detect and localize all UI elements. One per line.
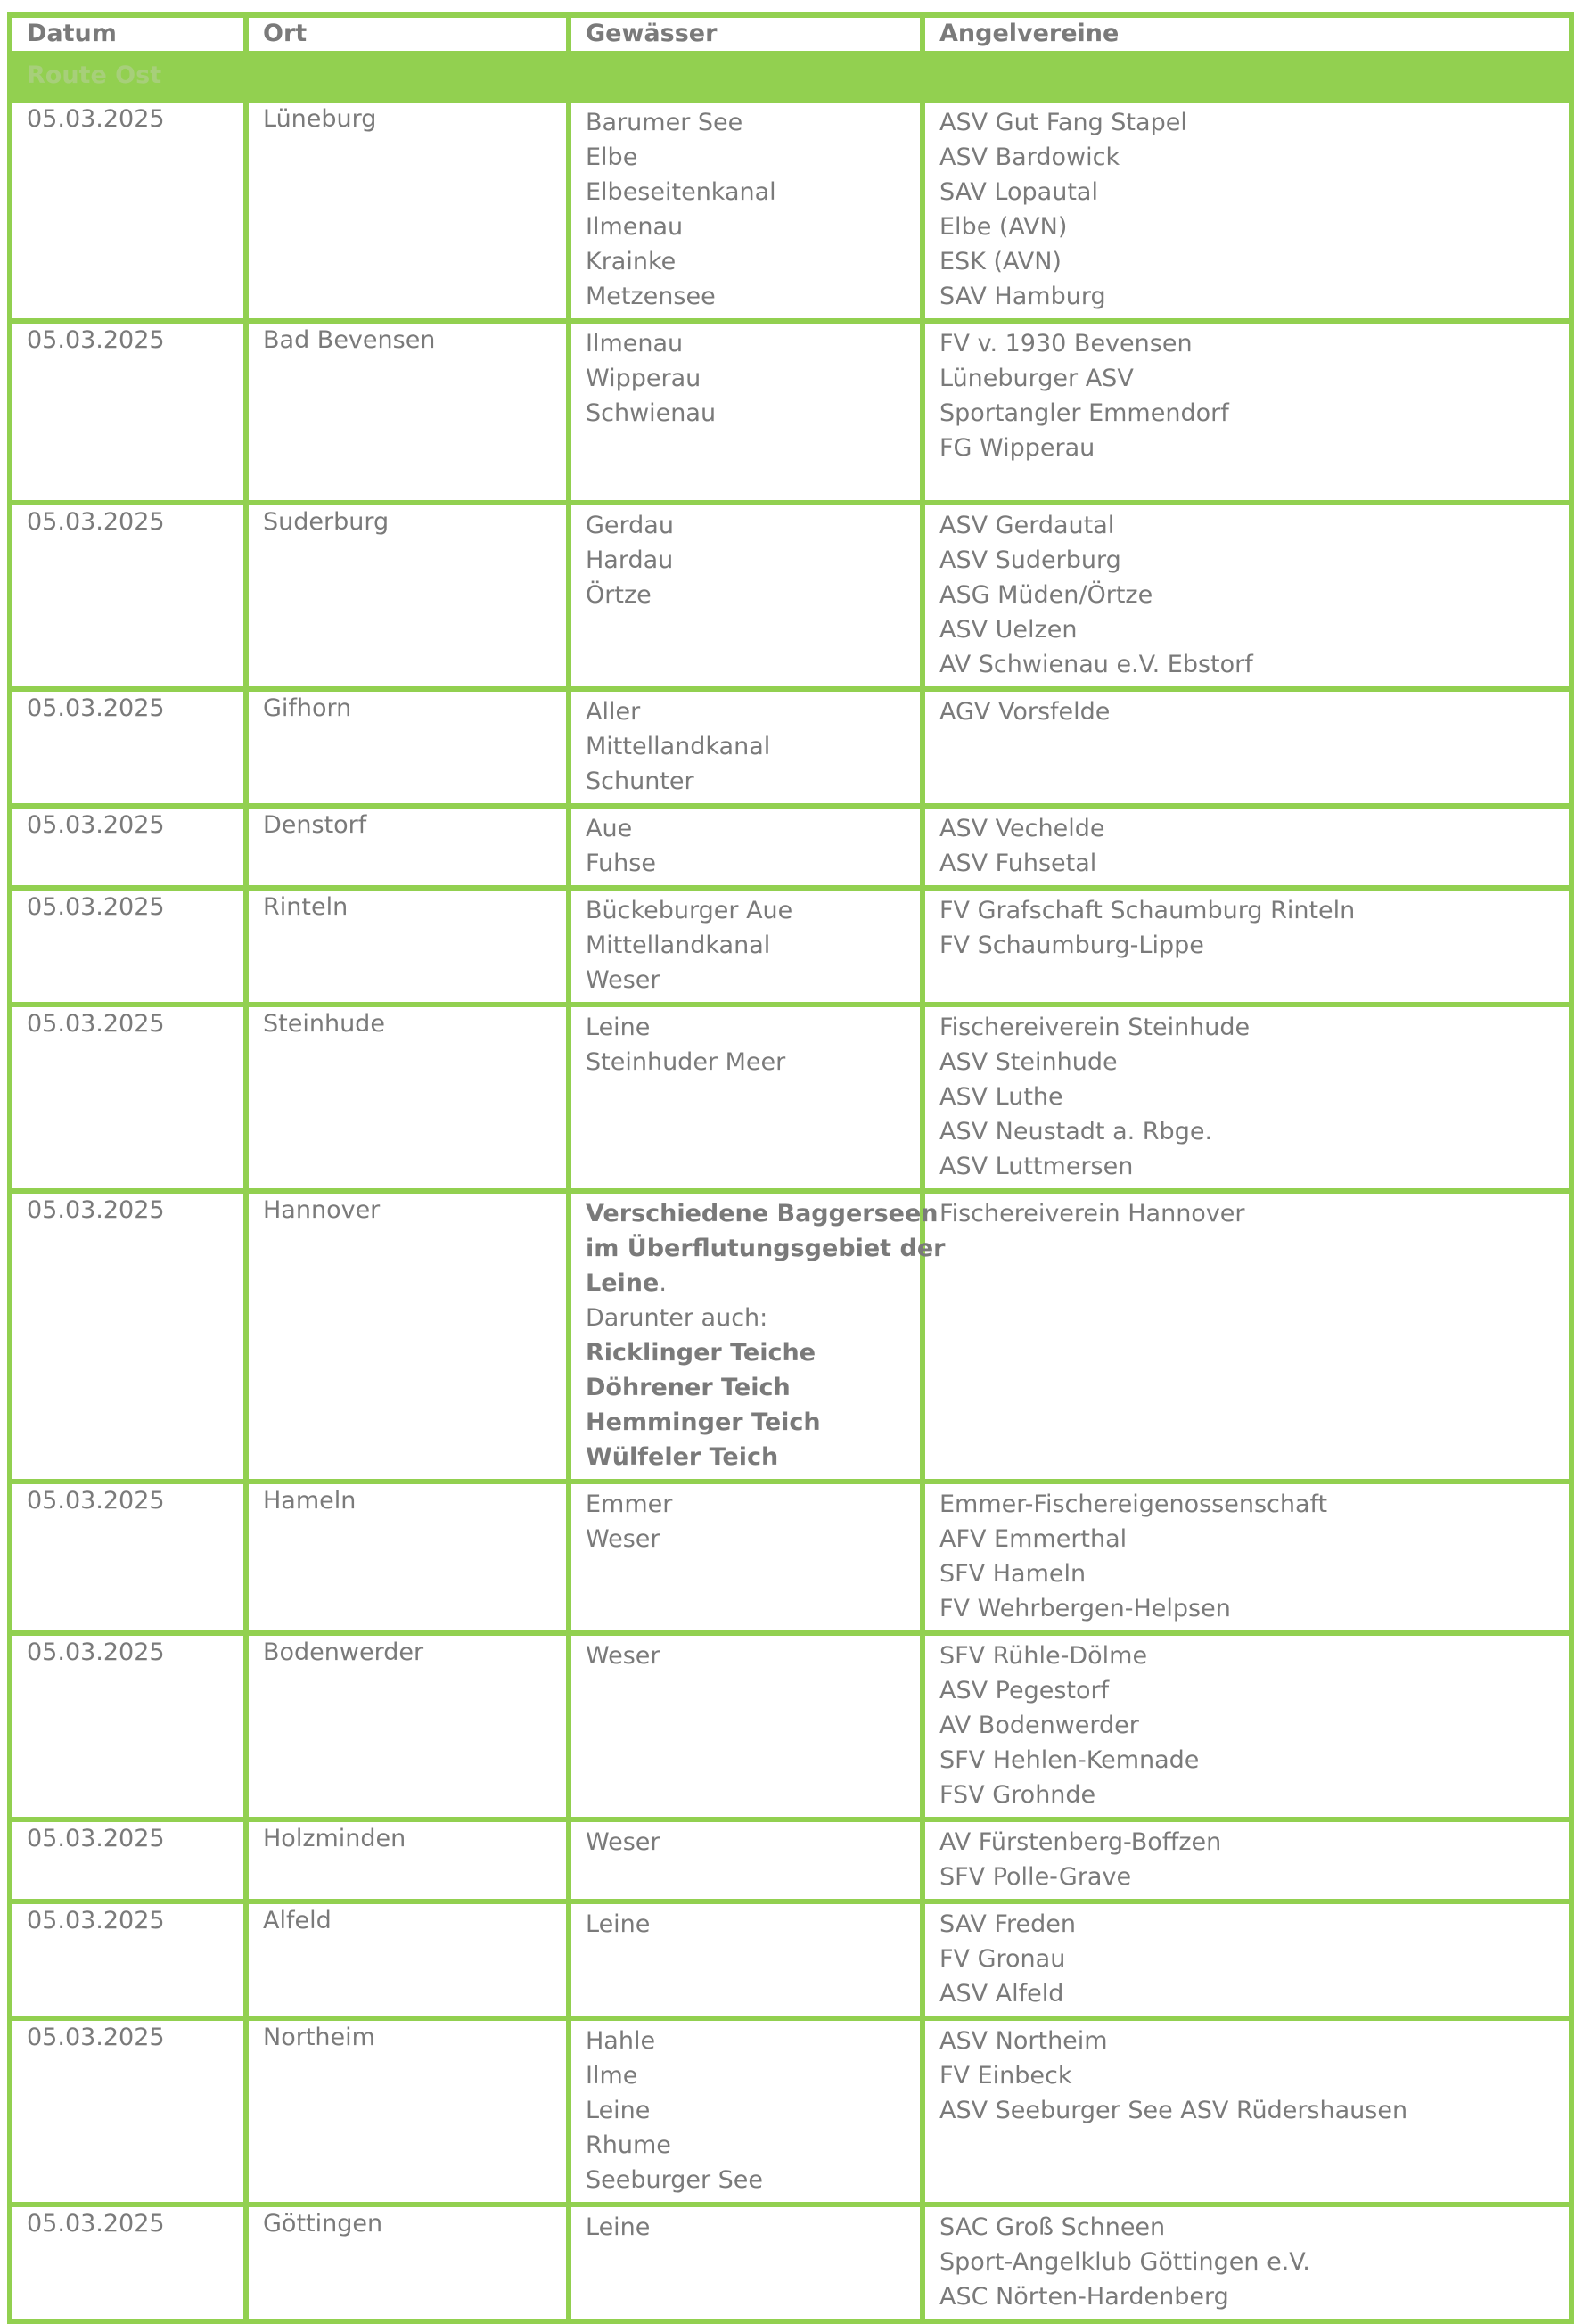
verein-item: ASV Pegestorf bbox=[939, 1677, 1110, 1704]
verein-item: FG Wipperau bbox=[939, 434, 1095, 462]
verein-item: ASC Nörten-Hardenberg bbox=[939, 2283, 1229, 2311]
gewaesser-item: Wipperau bbox=[586, 365, 701, 392]
cell-gewaesser bbox=[569, 503, 923, 689]
schedule-sheet bbox=[7, 12, 1569, 2324]
cell-vereine bbox=[923, 321, 1571, 503]
cell-ort: Hameln bbox=[246, 1482, 569, 1633]
cell-gewaesser bbox=[569, 1005, 923, 1191]
verein-item: FV Grafschaft Schaumburg Rinteln bbox=[939, 897, 1356, 924]
cell-gewaesser bbox=[569, 321, 923, 503]
cell-vereine bbox=[923, 1901, 1571, 2018]
cell-vereine bbox=[923, 888, 1571, 1005]
verein-item: ASV Northeim bbox=[939, 2027, 1108, 2055]
verein-item: ASV Vechelde bbox=[939, 815, 1105, 842]
verein-item: AGV Vorsfelde bbox=[939, 698, 1111, 726]
gewaesser-item: Hemminger Teich bbox=[586, 1408, 821, 1436]
gewaesser-item: Schwienau bbox=[586, 399, 717, 427]
gewaesser-bold-line: im Überflutungsgebiet der bbox=[586, 1235, 946, 1262]
verein-item: Elbe (AVN) bbox=[939, 213, 1068, 241]
cell-datum: 05.03.2025 bbox=[10, 689, 246, 806]
verein-item: ASV Fuhsetal bbox=[939, 850, 1097, 877]
gewaesser-item: Aller bbox=[586, 698, 641, 726]
gewaesser-item: Wülfeler Teich bbox=[586, 1443, 779, 1471]
cell-ort: Hannover bbox=[246, 1191, 569, 1482]
cell-gewaesser bbox=[569, 2205, 923, 2321]
gewaesser-item: Mittellandkanal bbox=[586, 932, 771, 959]
verein-item: SAV Hamburg bbox=[939, 283, 1106, 310]
cell-datum: 05.03.2025 bbox=[10, 2205, 246, 2321]
gewaesser-item: Krainke bbox=[586, 248, 677, 275]
verein-item: AV Bodenwerder bbox=[939, 1712, 1139, 1739]
gewaesser-item: Aue bbox=[586, 815, 633, 842]
verein-item: Fischereiverein Hannover bbox=[939, 1200, 1245, 1228]
table-row bbox=[10, 1633, 1571, 1819]
gewaesser-item: Leine bbox=[586, 1014, 651, 1041]
table-row bbox=[10, 888, 1571, 1005]
cell-vereine bbox=[923, 2018, 1571, 2205]
gewaesser-item: Leine bbox=[586, 1910, 651, 1938]
verein-item: SFV Polle-Grave bbox=[939, 1863, 1132, 1891]
column-header-datum: Datum bbox=[10, 15, 246, 53]
verein-item: Fischereiverein Steinhude bbox=[939, 1014, 1251, 1041]
cell-ort: Holzminden bbox=[246, 1819, 569, 1901]
cell-vereine bbox=[923, 689, 1571, 806]
cell-datum: 05.03.2025 bbox=[10, 2018, 246, 2205]
verein-item: FV Einbeck bbox=[939, 2062, 1072, 2090]
table-row bbox=[10, 806, 1571, 888]
table-row bbox=[10, 1482, 1571, 1633]
cell-gewaesser bbox=[569, 1482, 923, 1633]
cell-datum: 05.03.2025 bbox=[10, 503, 246, 689]
gewaesser-item: Elbeseitenkanal bbox=[586, 178, 776, 206]
verein-item: ASV Neustadt a. Rbge. bbox=[939, 1118, 1213, 1146]
verein-item: AFV Emmerthal bbox=[939, 1525, 1128, 1553]
verein-item: SAC Groß Schneen bbox=[939, 2213, 1166, 2241]
verein-item: ASV Bardowick bbox=[939, 144, 1120, 171]
gewaesser-item: Bückeburger Aue bbox=[586, 897, 793, 924]
gewaesser-item: Emmer bbox=[586, 1490, 673, 1518]
cell-ort: Gifhorn bbox=[246, 689, 569, 806]
gewaesser-item: Metzensee bbox=[586, 283, 716, 310]
cell-ort: Northeim bbox=[246, 2018, 569, 2205]
verein-item: ASV Steinhude bbox=[939, 1048, 1118, 1076]
cell-gewaesser bbox=[569, 1633, 923, 1819]
cell-ort: Bad Bevensen bbox=[246, 321, 569, 503]
route-row bbox=[10, 53, 1571, 100]
cell-datum: 05.03.2025 bbox=[10, 1633, 246, 1819]
gewaesser-item: Weser bbox=[586, 1828, 660, 1856]
verein-item: Lüneburger ASV bbox=[939, 365, 1134, 392]
cell-gewaesser bbox=[569, 1819, 923, 1901]
cell-datum: 05.03.2025 bbox=[10, 1819, 246, 1901]
route-label: Route Ost bbox=[27, 62, 162, 89]
cell-datum: 05.03.2025 bbox=[10, 321, 246, 503]
gewaesser-item: Ricklinger Teiche bbox=[586, 1339, 816, 1367]
table-row bbox=[10, 1819, 1571, 1901]
gewaesser-item: Döhrener Teich bbox=[586, 1374, 791, 1401]
verein-item: ASV Seeburger See ASV Rüdershausen bbox=[939, 2097, 1408, 2124]
verein-item: FV Gronau bbox=[939, 1945, 1066, 1973]
gewaesser-item: Rhume bbox=[586, 2131, 671, 2159]
schedule-table bbox=[7, 12, 1574, 2324]
verein-item: FV Schaumburg-Lippe bbox=[939, 932, 1204, 959]
cell-ort: Göttingen bbox=[246, 2205, 569, 2321]
cell-gewaesser bbox=[569, 888, 923, 1005]
cell-vereine bbox=[923, 1482, 1571, 1633]
gewaesser-item: Weser bbox=[586, 1642, 660, 1670]
gewaesser-item: Weser bbox=[586, 966, 660, 994]
verein-item: SFV Rühle-Dölme bbox=[939, 1642, 1148, 1670]
route-cell bbox=[10, 53, 1571, 100]
verein-item: FSV Grohnde bbox=[939, 1781, 1096, 1809]
gewaesser-item: Steinhuder Meer bbox=[586, 1048, 786, 1076]
gewaesser-item: Mittellandkanal bbox=[586, 733, 771, 760]
cell-ort: Steinhude bbox=[246, 1005, 569, 1191]
table-row bbox=[10, 2018, 1571, 2205]
gewaesser-item: Elbe bbox=[586, 144, 638, 171]
gewaesser-item: Fuhse bbox=[586, 850, 656, 877]
verein-item: ASV Luthe bbox=[939, 1083, 1063, 1111]
verein-item: SFV Hameln bbox=[939, 1560, 1087, 1588]
column-header-gewaesser: Gewässer bbox=[569, 15, 923, 53]
cell-datum: 05.03.2025 bbox=[10, 1482, 246, 1633]
gewaesser-item: Hardau bbox=[586, 546, 674, 574]
cell-gewaesser bbox=[569, 1191, 946, 1482]
gewaesser-item: Leine bbox=[586, 2097, 651, 2124]
verein-item: ASV Alfeld bbox=[939, 1980, 1064, 2008]
gewaesser-item: Seeburger See bbox=[586, 2166, 764, 2194]
cell-datum: 05.03.2025 bbox=[10, 1191, 246, 1482]
gewaesser-period: . bbox=[659, 1269, 667, 1297]
gewaesser-item: Hahle bbox=[586, 2027, 656, 2055]
cell-vereine bbox=[923, 1191, 1571, 1482]
gewaesser-item: Gerdau bbox=[586, 512, 674, 539]
verein-item: Sport-Angelklub Göttingen e.V. bbox=[939, 2248, 1310, 2276]
cell-vereine bbox=[923, 2205, 1571, 2321]
gewaesser-bold-line: Verschiedene Baggerseen bbox=[586, 1200, 939, 1228]
table-row bbox=[10, 503, 1571, 689]
gewaesser-item: Ilmenau bbox=[586, 330, 684, 357]
cell-gewaesser bbox=[569, 1901, 923, 2018]
verein-item: AV Schwienau e.V. Ebstorf bbox=[939, 651, 1253, 678]
table-row bbox=[10, 1191, 1571, 1482]
header-row bbox=[10, 15, 1571, 53]
gewaesser-item: Weser bbox=[586, 1525, 660, 1553]
cell-vereine bbox=[923, 1633, 1571, 1819]
verein-item: ASV Uelzen bbox=[939, 616, 1078, 644]
table-row bbox=[10, 100, 1571, 321]
verein-item: ASV Luttmersen bbox=[939, 1153, 1134, 1180]
table-row bbox=[10, 689, 1571, 806]
verein-item: FV v. 1930 Bevensen bbox=[939, 330, 1193, 357]
cell-datum: 05.03.2025 bbox=[10, 1005, 246, 1191]
gewaesser-note: Darunter auch: bbox=[586, 1304, 768, 1332]
table-row bbox=[10, 321, 1571, 503]
verein-item: Emmer-Fischereigenossenschaft bbox=[939, 1490, 1328, 1518]
column-header-ort: Ort bbox=[246, 15, 569, 53]
table-row bbox=[10, 1005, 1571, 1191]
cell-ort: Alfeld bbox=[246, 1901, 569, 2018]
gewaesser-item: Barumer See bbox=[586, 109, 743, 136]
cell-vereine bbox=[923, 503, 1571, 689]
table-row bbox=[10, 1901, 1571, 2018]
gewaesser-item: Örtze bbox=[586, 581, 652, 609]
verein-item: SAV Lopautal bbox=[939, 178, 1098, 206]
cell-ort: Denstorf bbox=[246, 806, 569, 888]
verein-item: ESK (AVN) bbox=[939, 248, 1062, 275]
gewaesser-item: Schunter bbox=[586, 768, 694, 795]
cell-vereine bbox=[923, 100, 1571, 321]
cell-datum: 05.03.2025 bbox=[10, 888, 246, 1005]
cell-gewaesser bbox=[569, 100, 923, 321]
cell-gewaesser bbox=[569, 689, 923, 806]
cell-ort: Bodenwerder bbox=[246, 1633, 569, 1819]
cell-ort: Suderburg bbox=[246, 503, 569, 689]
cell-datum: 05.03.2025 bbox=[10, 1901, 246, 2018]
cell-vereine bbox=[923, 806, 1571, 888]
cell-ort: Rinteln bbox=[246, 888, 569, 1005]
cell-datum: 05.03.2025 bbox=[10, 100, 246, 321]
cell-datum: 05.03.2025 bbox=[10, 806, 246, 888]
verein-item: SFV Hehlen-Kemnade bbox=[939, 1746, 1200, 1774]
cell-gewaesser bbox=[569, 2018, 923, 2205]
cell-gewaesser bbox=[569, 806, 923, 888]
verein-item: FV Wehrbergen-Helpsen bbox=[939, 1595, 1231, 1622]
verein-item: ASV Gerdautal bbox=[939, 512, 1115, 539]
verein-item: ASV Gut Fang Stapel bbox=[939, 109, 1187, 136]
verein-item: AV Fürstenberg-Boffzen bbox=[939, 1828, 1222, 1856]
verein-item: ASV Suderburg bbox=[939, 546, 1121, 574]
verein-item: ASG Müden/Örtze bbox=[939, 581, 1153, 609]
gewaesser-item: Ilmenau bbox=[586, 213, 684, 241]
column-header-angelvereine: Angelvereine bbox=[923, 15, 1571, 53]
table-row bbox=[10, 2205, 1571, 2321]
cell-vereine bbox=[923, 1819, 1571, 1901]
verein-item: Sportangler Emmendorf bbox=[939, 399, 1229, 427]
gewaesser-item: Leine bbox=[586, 2213, 651, 2241]
verein-item: SAV Freden bbox=[939, 1910, 1076, 1938]
gewaesser-item: Ilme bbox=[586, 2062, 638, 2090]
gewaesser-bold-line: Leine bbox=[586, 1269, 660, 1297]
cell-ort: Lüneburg bbox=[246, 100, 569, 321]
cell-vereine bbox=[923, 1005, 1571, 1191]
